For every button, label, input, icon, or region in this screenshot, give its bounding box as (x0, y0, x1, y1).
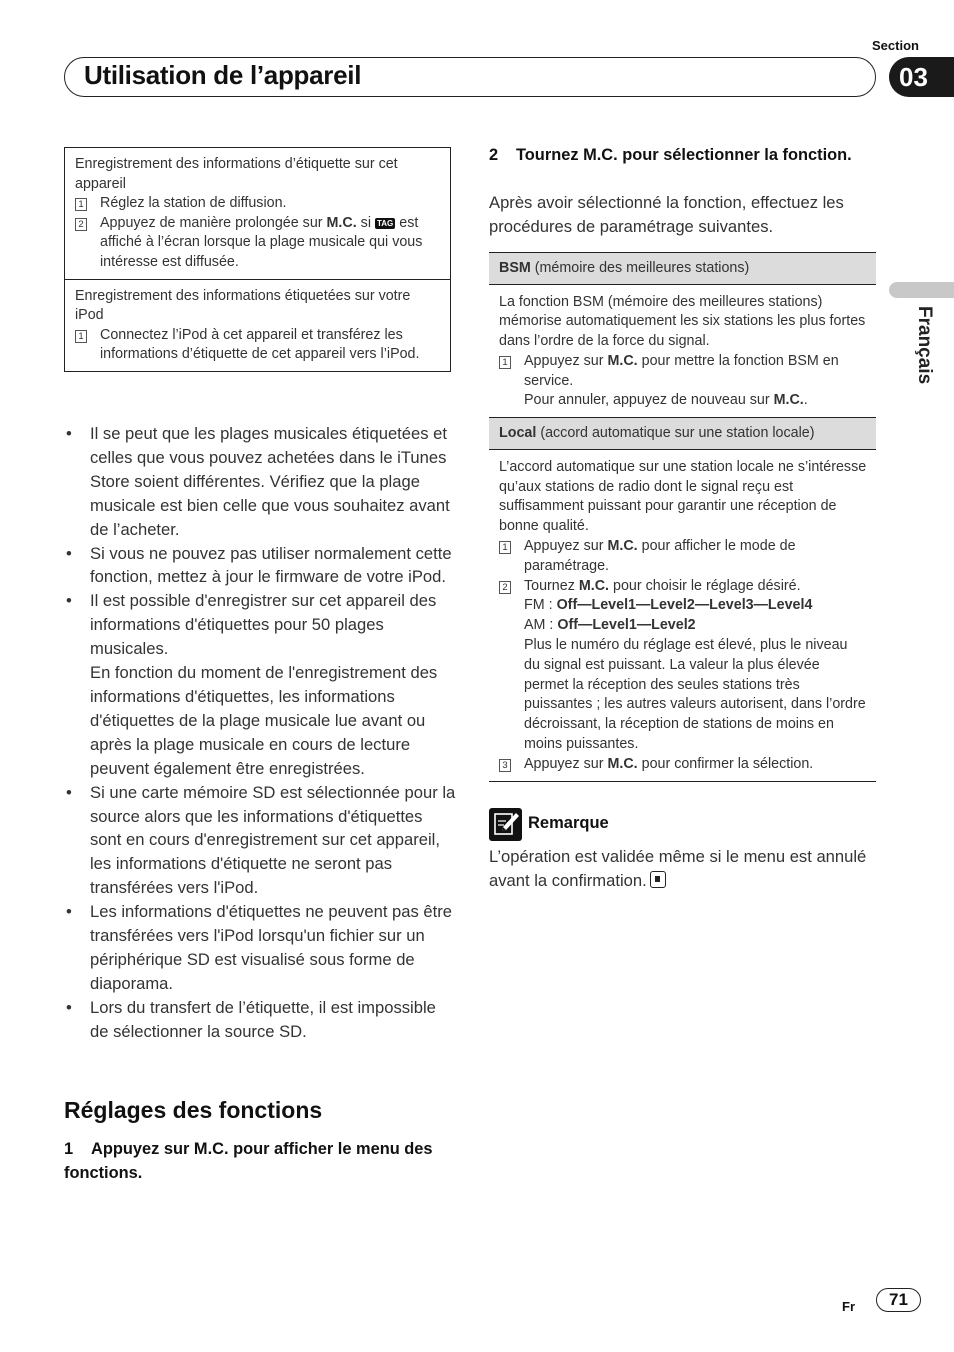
mc-button-name: M.C. (578, 577, 610, 594)
list-item (64, 589, 456, 780)
step-text: pour afficher le mode de paramétrage. (524, 537, 796, 574)
step-text: est affiché à l’écran lorsque la plage musicale qui vous intéresse est diffusée. (100, 214, 423, 270)
functions-step-2 (489, 143, 876, 167)
step-text: Tournez (524, 577, 579, 594)
step-number: 1 (499, 541, 511, 554)
am-values: Off—Level1—Level2 (557, 617, 696, 634)
mc-button-name: M.C. (607, 352, 638, 369)
local-header (489, 417, 876, 449)
step-text: Pour annuler, appuyez de nouveau sur (524, 392, 774, 409)
step-text: pour choisir le réglage désiré. (609, 577, 801, 594)
step-number: 2 (489, 146, 499, 164)
fm-levels (524, 597, 812, 613)
am-label: AM : (524, 617, 558, 634)
page-number: 71 (876, 1288, 921, 1312)
step-text: Appuyez de manière prolongée sur (100, 214, 327, 231)
tag-info-box (64, 147, 451, 372)
step-number: 1 (64, 1140, 74, 1158)
section-label: Section (872, 38, 919, 53)
step-text: Appuyez sur M.C. pour afficher le menu des fonctions. (64, 1140, 433, 1182)
local-level-note: Plus le numéro du réglage est élevé, plus le niveau du signal est puissant. La valeur la plus élevée permet la réception des seules stations très puissantes ; les autres valeurs autorisent, dans l’ordre décroissant, la réception de stations de moins en moins puissantes. (524, 636, 866, 752)
fm-label: FM : (524, 597, 557, 614)
step-number: 1 (75, 330, 87, 343)
language-tab (913, 306, 935, 396)
functions-step-2-body: Après avoir sélectionné la fonction, effectuez les procédures de paramétrage suivantes. (489, 193, 844, 236)
tag-info-title: Enregistrement des informations d’étiquette sur cet appareil (75, 156, 398, 192)
bsm-description: La fonction BSM (mémoire des meilleures stations) mémorise automatiquement les six stations les plus fortes dans l’ordre de la force du signal. (499, 293, 866, 350)
am-levels (524, 617, 696, 633)
list-item-text: Il est possible d'enregistrer sur cet appareil des informations d'étiquettes pour 50 plages musicales. (90, 591, 437, 659)
remark-body: L’opération est validée même si le menu est annulé avant la confirmation. (489, 847, 867, 890)
bsm-header (489, 252, 876, 284)
functions-step-1 (64, 1137, 456, 1185)
notes-list (64, 422, 456, 1044)
step-text: pour confirmer la sélection. (637, 755, 814, 772)
step-text: si (356, 214, 375, 231)
tag-icon: TAG (376, 218, 394, 228)
local-name: Local (499, 425, 537, 442)
step-number: 2 (75, 218, 87, 231)
step-text: Connectez l’iPod à cet appareil et transférez les informations d’étiquette de cet appareil vers l’iPod. (100, 326, 420, 363)
tag-info-section-ipod (65, 279, 450, 371)
end-of-section-icon (650, 871, 666, 888)
local-body (489, 449, 876, 782)
step-text: pour mettre la fonction BSM en service. (524, 352, 839, 389)
bsm-body (489, 284, 876, 418)
step-number: 2 (499, 581, 511, 594)
step-number: 3 (499, 759, 511, 772)
step-text: Réglez la station de diffusion. (100, 195, 287, 212)
mc-button-name: M.C. (607, 755, 638, 772)
page-title: Utilisation de l’appareil (84, 60, 362, 90)
fm-values: Off—Level1—Level2—Level3—Level4 (556, 597, 813, 614)
language-tab-marker (889, 282, 954, 298)
tag-info-title: Enregistrement des informations étiquetées sur votre iPod (75, 287, 411, 324)
language-tab-label: Français (914, 306, 935, 385)
local-description: L’accord automatique sur une station locale ne s’intéresse qu’aux stations de radio dont le signal reçu est suffisamment puissant pour garantir une réception de bonne qualité. (499, 458, 867, 535)
step-text: Tournez M.C. pour sélectionner la fonction. (516, 146, 852, 164)
step-text: Appuyez sur (524, 537, 608, 554)
list-item: • Si vous ne pouvez pas utiliser normalement cette fonction, mettez à jour le firmware de votre iPod. (64, 542, 456, 590)
step-number: 1 (75, 198, 87, 211)
list-item: • Lors du transfert de l’étiquette, il est impossible de sélectionner la source SD. (64, 996, 456, 1044)
list-item: • Les informations d'étiquettes ne peuvent pas être transférées vers l'iPod lorsqu'un fichier sur un périphérique SD est visualisé sous forme de diaporama. (64, 900, 456, 996)
local-step (499, 537, 867, 577)
remark-text (489, 845, 876, 893)
step-text: Appuyez sur (524, 755, 608, 772)
bsm-step: 1 Appuyez sur M.C. pour mettre la fonction BSM en service. Pour annuler, appuyez de nouveau sur M.C.. (499, 352, 867, 411)
footer-language: Fr (842, 1299, 855, 1314)
mc-button-name: M.C. (607, 537, 638, 554)
tag-info-step (75, 326, 441, 365)
local-step (499, 577, 867, 755)
remark-label: Remarque (528, 814, 609, 832)
list-item-text: En fonction du moment de l'enregistrement des informations d'étiquettes, les informations d'étiquettes de la plage musicale lue avant ou après la plage musicale en cours de lecture peuvent également être enregistrées. (90, 663, 438, 778)
note-pencil-icon (489, 808, 522, 841)
mc-button-name: M.C. (773, 392, 804, 409)
tag-info-step (75, 214, 441, 273)
bsm-name: BSM (499, 260, 531, 276)
local-name-desc: (accord automatique sur une station locale) (536, 425, 815, 442)
functions-table (489, 252, 876, 782)
list-item: • Il se peut que les plages musicales étiquetées et celles que vous pouvez achetées dans le iTunes Store soient différentes. Vérifiez que la plage musicale est bien celle que vous souhaitez avant de l’acheter. (64, 422, 456, 542)
step-number: 1 (499, 356, 511, 369)
section-number-badge: 03 (889, 57, 954, 97)
tag-info-step (75, 194, 441, 214)
local-step (499, 755, 867, 775)
functions-heading: Réglages des fonctions (64, 1097, 323, 1123)
tag-info-section-device (65, 148, 450, 279)
bsm-name-desc: (mémoire des meilleures stations) (530, 260, 750, 276)
step-text: Appuyez sur (524, 352, 608, 369)
list-item: • Si une carte mémoire SD est sélectionnée pour la source alors que les informations d'étiquettes sont en cours d'enregistrement sur cet appareil, les informations d'étiquette ne seront pas transférées vers l'iPod. (64, 781, 456, 901)
mc-button-name: M.C. (326, 214, 357, 231)
